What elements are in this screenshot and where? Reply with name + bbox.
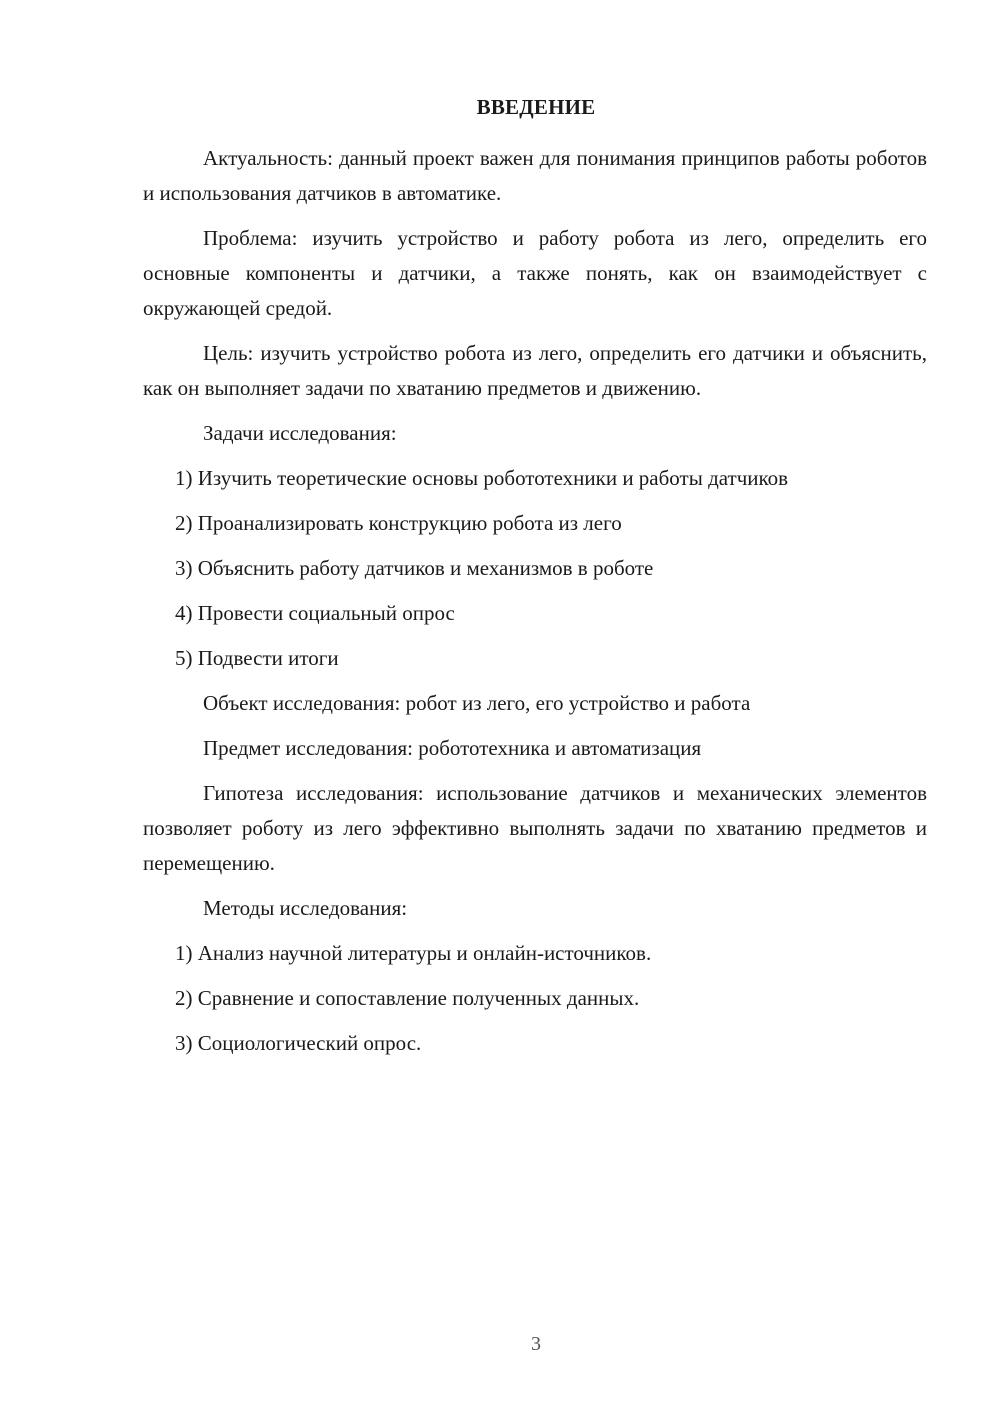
page-title: ВВЕДЕНИЕ (476, 95, 596, 119)
hypothesis-paragraph: Гипотеза исследования: использование датчиков и механических элементов позволяет роботу из лего эффективно выполнять задачи по хватанию предметов и перемещению. (143, 781, 927, 875)
method-item: 1) Анализ научной литературы и онлайн-источников. (175, 941, 652, 965)
document-body (143, 141, 927, 1071)
task-item: 2) Проанализировать конструкцию робота из лего (175, 511, 622, 535)
method-item: 2) Сравнение и сопоставление полученных данных. (175, 986, 640, 1010)
task-item: 1) Изучить теоретические основы робототехники и работы датчиков (175, 466, 789, 490)
problem-paragraph: Проблема: изучить устройство и работу робота из лего, определить его основные компоненты и датчики, а также понять, как он взаимодействует с окружающей средой. (143, 226, 927, 320)
research-object: Объект исследования: робот из лего, его устройство и работа (203, 691, 751, 715)
tasks-label: Задачи исследования: (203, 421, 397, 445)
methods-label: Методы исследования: (203, 896, 408, 920)
task-item: 3) Объяснить работу датчиков и механизмов в роботе (175, 556, 654, 580)
relevance-paragraph: Актуальность: данный проект важен для понимания принципов работы роботов и использования датчиков в автоматике. (143, 146, 927, 205)
research-subject: Предмет исследования: робототехника и автоматизация (203, 736, 702, 760)
goal-paragraph: Цель: изучить устройство робота из лего, определить его датчики и объяснить, как он выполняет задачи по хватанию предметов и движению. (143, 341, 927, 400)
method-item: 3) Социологический опрос. (175, 1031, 422, 1055)
page-number: 3 (531, 1333, 541, 1355)
task-item: 4) Провести социальный опрос (175, 601, 455, 625)
task-item: 5) Подвести итоги (175, 646, 339, 670)
